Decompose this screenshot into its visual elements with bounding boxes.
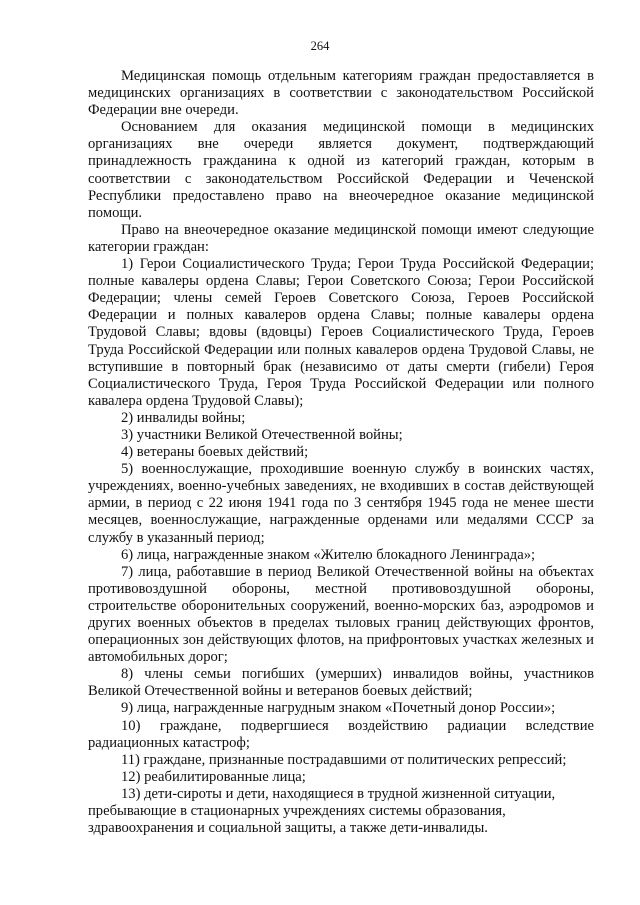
paragraph-categories-heading: Право на внеочередное оказание медицинской помощи имеют следующие категории граждан: bbox=[88, 221, 594, 255]
paragraph-basis: Основанием для оказания медицинской помощи в медицинских организациях вне очереди является документ, подтверждающий принадлежность гражданина к одной из категорий граждан, которым в соответствии с законодательством Российской Федерации и Чеченской Республики предоставлено право на внеочередное оказание медицинской помощи. bbox=[88, 119, 594, 221]
list-item-8: 8) члены семьи погибших (умерших) инвалидов войны, участников Великой Отечественной войны и ветеранов боевых действий; bbox=[88, 666, 594, 700]
paragraph-intro: Медицинская помощь отдельным категориям граждан предоставляется в медицинских организациях в соответствии с законодательством Российской Федерации вне очереди. bbox=[88, 68, 594, 119]
list-item-2: 2) инвалиды войны; bbox=[121, 409, 246, 426]
list-item-9: 9) лица, награжденные нагрудным знаком «Почетный донор России»; bbox=[121, 700, 556, 717]
list-item-13: 13) дети-сироты и дети, находящиеся в трудной жизненной ситуации, пребывающие в стационарных учреждениях системы образования, здравоохранения и социальной защиты, а также дети-инвалиды. bbox=[88, 785, 556, 837]
list-item-10: 10) граждане, подвергшиеся воздействию радиации вследствие радиационных катастроф; bbox=[88, 717, 594, 751]
list-item-4: 4) ветераны боевых действий; bbox=[121, 444, 309, 461]
list-item-11: 11) граждане, признанные пострадавшими от политических репрессий; bbox=[121, 751, 567, 768]
page-number: 264 bbox=[310, 39, 330, 53]
list-item-3: 3) участники Великой Отечественной войны; bbox=[121, 426, 403, 443]
list-item-1: 1) Герои Социалистического Труда; Герои Труда Российской Федерации; полные кавалеры ордена Славы; Герои Советского Союза; Герои Российской Федерации; члены семей Героев Советского Союза, Героев Российской Федерации и полных кавалеров ордена Славы; полные кавалеры ордена Трудовой Славы; вдовы (вдовцы) Героев Социалистического Труда, Героев Труда Российской Федерации или полных кавалеров ордена Трудовой Славы, не вступившие в повторный брак (независимо от даты смерти (гибели) Героя Социалистического Труда, Героя Труда Российской Федерации или полного кавалера ордена Трудовой Славы); bbox=[88, 256, 594, 409]
list-item-6: 6) лица, награжденные знаком «Жителю блокадного Ленинграда»; bbox=[121, 546, 536, 563]
list-item-5: 5) военнослужащие, проходившие военную службу в воинских частях, учреждениях, военно-учебных заведениях, не входивших в состав действующей армии, в период с 22 июня 1941 года по 3 сентября 1945 года не менее шести месяцев, военнослужащие, награжденные орденами или медалями СССР за службу в указанный период; bbox=[88, 461, 594, 546]
list-item-12: 12) реабилитированные лица; bbox=[121, 768, 306, 785]
document-body bbox=[88, 68, 594, 837]
list-item-7: 7) лица, работавшие в период Великой Отечественной войны на объектах противовоздушной обороны, местной противовоздушной обороны, строительстве оборонительных сооружений, военно-морских баз, аэродромов и других военных объектов в пределах тыловых границ действующих фронтов, операционных зон действующих флотов, на прифронтовых участках железных и автомобильных дорог; bbox=[88, 563, 594, 666]
